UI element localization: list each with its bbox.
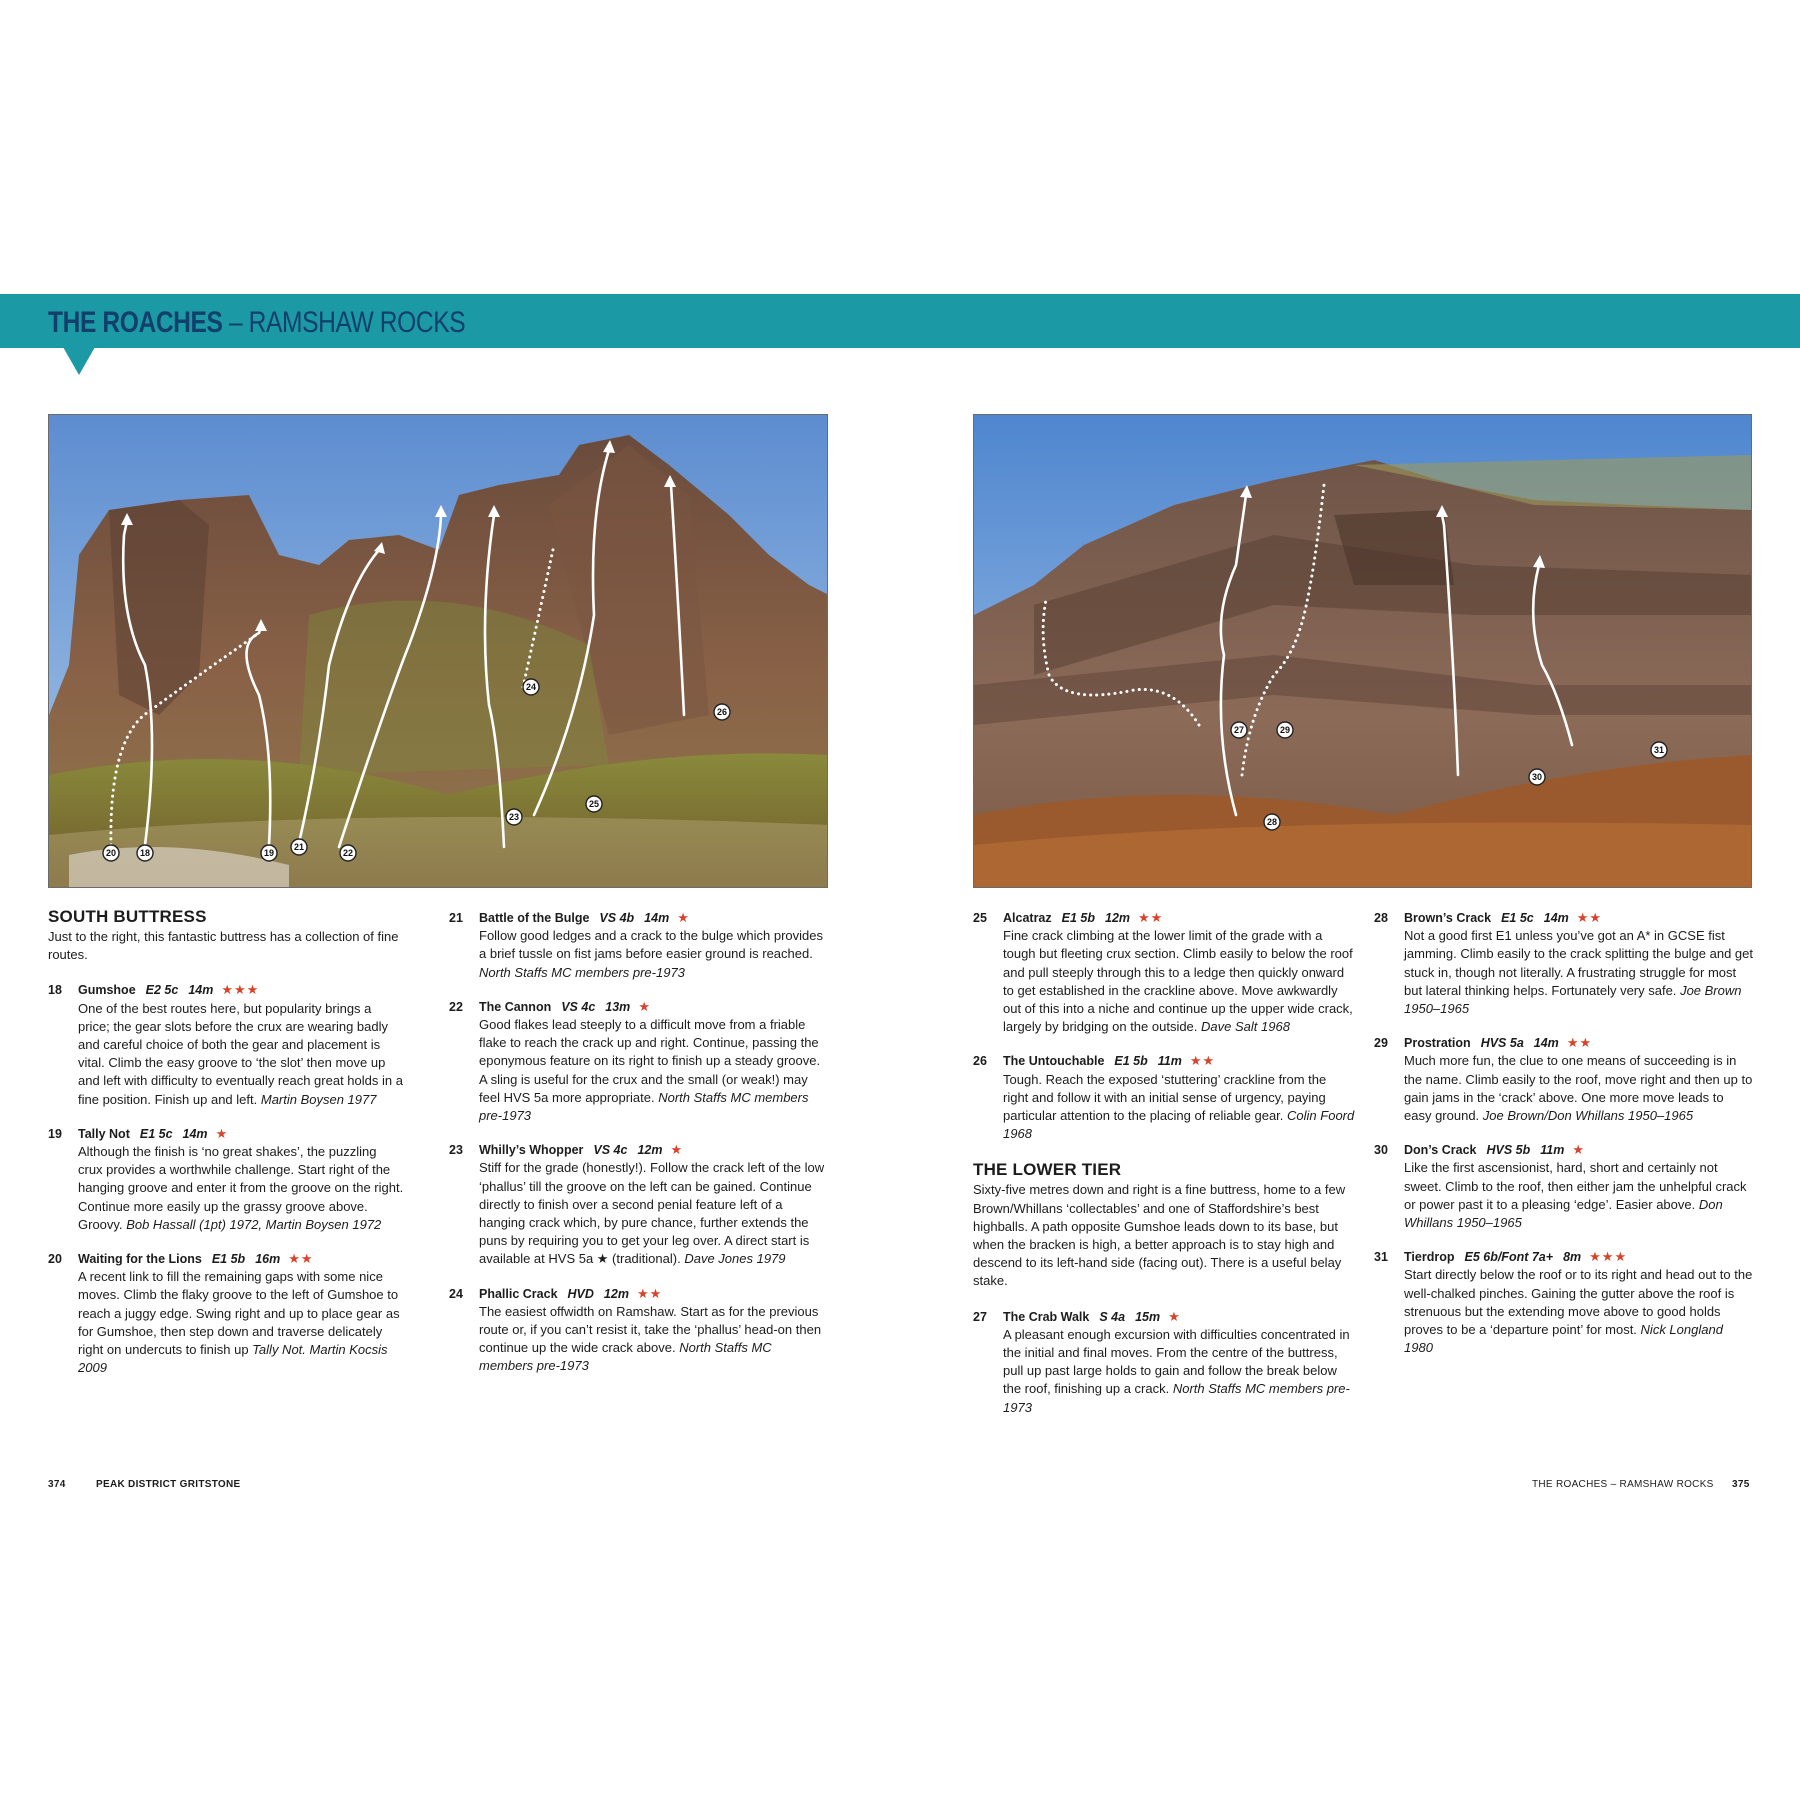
route-list: [973, 1308, 1355, 1417]
star-rating: ★★: [1189, 1053, 1216, 1069]
star-rating: ★★: [1138, 910, 1164, 925]
route-list: [449, 909, 829, 1376]
route-tag-23: [506, 809, 522, 825]
route-description-text: Follow good ledges and a crack to the bulge which provides a brief tussle on fist jams before easier ground is reached.: [479, 928, 823, 962]
star-rating: ★: [638, 998, 651, 1014]
route-tag-24: [523, 679, 539, 695]
route-length: 14m: [1543, 911, 1569, 925]
route-heading: [1404, 909, 1754, 927]
route-number: 31: [1374, 1250, 1388, 1265]
route-number: 24: [449, 1286, 463, 1301]
svg-text:19: 19: [263, 848, 275, 858]
svg-text:26: 26: [716, 707, 728, 717]
route-grade: E1 5c: [139, 1126, 173, 1141]
section-intro: Just to the right, this fantastic buttress has a collection of fine routes.: [48, 929, 399, 963]
route-list: [973, 909, 1355, 1143]
route-tag-22: [340, 845, 356, 861]
route-name: Gumshoe: [78, 983, 136, 998]
route-list: [48, 981, 404, 1377]
svg-text:23: 23: [508, 812, 520, 822]
first-ascent-credit: Nick Longland 1980: [1404, 1322, 1723, 1356]
route-heading: [1404, 1034, 1754, 1052]
route-grade: HVS 5b: [1486, 1143, 1531, 1158]
first-ascent-credit: Dave Jones 1979: [684, 1251, 786, 1267]
route-grade: E2 5c: [145, 983, 179, 998]
route-name: The Untouchable: [1003, 1054, 1105, 1069]
route-heading: [78, 1125, 404, 1143]
route-heading: [78, 1250, 404, 1268]
svg-text:28: 28: [1266, 817, 1278, 827]
route-grade: E1 5b: [1114, 1054, 1148, 1069]
route-tag-28: [1264, 814, 1280, 830]
route-entry: [973, 909, 1355, 1036]
route-length: 16m: [255, 1252, 281, 1267]
first-ascent-credit: North Staffs MC members pre-1973: [479, 1089, 809, 1124]
route-tag-21: [291, 839, 307, 855]
star-rating: ★★: [1566, 1035, 1593, 1051]
route-entry: [449, 998, 829, 1125]
route-grade: E5 6b/Font 7a+: [1464, 1250, 1554, 1265]
route-number: 28: [1374, 911, 1388, 925]
route-description: [1404, 1266, 1754, 1357]
route-description-text: A pleasant enough excursion with difficulties concentrated in the initial and final moves. From the centre of the buttress, pull up past large holds to gain and follow the break below the roof, finishing up a crack.: [1003, 1326, 1350, 1397]
route-list: [1374, 909, 1754, 1357]
route-length: 12m: [637, 1143, 663, 1158]
svg-text:25: 25: [588, 799, 600, 809]
route-entry: [973, 1052, 1355, 1143]
route-description: [78, 1268, 404, 1377]
route-name: Battle of the Bulge: [479, 911, 590, 925]
route-heading: [1003, 1308, 1355, 1326]
svg-text:22: 22: [342, 848, 354, 858]
route-number: 19: [48, 1126, 62, 1141]
route-name: Brown’s Crack: [1404, 911, 1492, 925]
first-ascent-credit: North Staffs MC members pre-1973: [479, 1340, 772, 1374]
route-description-text: Not a good first E1 unless you’ve got an A* in GCSE fist jamming. Climb easily to the crack splitting the bulge and get stuck in, though not literally. A frustrating struggle for most but lateral thinking helps. Fortunately very safe.: [1404, 928, 1754, 998]
route-description: [78, 1000, 404, 1109]
route-description-text: A recent link to fill the remaining gaps with some nice moves. Climb the flaky groove to the left of Gumshoe to reach a juggy edge. Swing right and up to place gear as for Gumshoe, then step down and traverse delicately right on undercuts to finish up: [78, 1269, 400, 1358]
route-description: [1404, 1052, 1754, 1125]
route-tag-19: [261, 845, 277, 861]
route-entry: [48, 1250, 404, 1377]
route-entry: [449, 1285, 829, 1376]
route-entry: [973, 1308, 1355, 1417]
route-description-text: Although the finish is ‘no great shakes’, the puzzling crux provides a worthwhile challenge. Start right of the hanging groove and enter it from the groove on the right. Continue more easily up the grassy groove above. Groovy.: [78, 1144, 404, 1232]
star-rating: ★: [1168, 1308, 1181, 1324]
route-grade: E1 5b: [1061, 911, 1095, 925]
route-entry: [1374, 1248, 1754, 1357]
route-description-text: Much more fun, the clue to one means of succeeding is in the name. Climb easily to the roof, move right and then up to gain jams in the ‘crack’ above. One more move leads to easy ground.: [1404, 1053, 1753, 1124]
column-2: [449, 909, 829, 1392]
svg-text:29: 29: [1279, 725, 1291, 735]
route-description-text: Like the first ascensionist, hard, short and certainly not sweet. Climb to the roof, then either jam the unhelpful crack or power past it to a pleasing ‘edge’. Easier above.: [1404, 1160, 1747, 1212]
route-number: 20: [48, 1252, 62, 1267]
first-ascent-credit: Tally Not. Martin Kocsis 2009: [78, 1342, 388, 1376]
route-entry: [449, 1141, 829, 1268]
route-number: 21: [449, 911, 463, 925]
route-heading: [1003, 1052, 1355, 1070]
section-intro: Sixty-five metres down and right is a fine buttress, home to a few Brown/Whillans ‘collectables’ and one of Staffordshire’s best highballs. A path opposite Gumshoe leads down to its base, but when the bracken is high, a better approach is to stay high and descend to its left-hand side (facing out). There is a useful belay stake.: [973, 1182, 1346, 1289]
route-number: 26: [973, 1054, 987, 1069]
route-name: The Crab Walk: [1003, 1309, 1090, 1324]
route-number: 18: [48, 983, 62, 998]
star-rating: ★: [215, 1125, 229, 1141]
route-grade: VS 4c: [593, 1143, 628, 1158]
route-description: [78, 1143, 404, 1234]
route-heading: [479, 1285, 829, 1303]
route-length: 14m: [182, 1126, 208, 1141]
south-buttress-photo: [48, 414, 828, 888]
route-grade: HVS 5a: [1480, 1036, 1524, 1051]
route-description: [1404, 927, 1754, 1018]
route-name: Tally Not: [78, 1126, 130, 1141]
route-grade: E1 5c: [1501, 911, 1534, 925]
route-tag-20: [103, 845, 119, 861]
route-description-text: One of the best routes here, but popularity brings a price; the gear slots before the crux are wearing badly and careful choice of both the gear and placement is vital. Climb the easy groove to ‘the slot’ then move up and left with difficulty to eventually reach great holds in a fine position. Finish up and left.: [78, 1000, 403, 1107]
route-name: Don’s Crack: [1404, 1143, 1477, 1158]
route-length: 14m: [188, 983, 214, 998]
svg-text:30: 30: [1531, 772, 1543, 782]
route-description: [1003, 927, 1355, 1036]
route-name: The Cannon: [479, 999, 552, 1014]
column-1: [48, 906, 404, 1393]
svg-text:20: 20: [105, 848, 117, 858]
route-description: [479, 1303, 829, 1376]
route-tag-31: [1651, 742, 1667, 758]
route-number: 25: [973, 911, 987, 925]
page-title: [48, 303, 465, 343]
route-description: [1003, 1326, 1355, 1417]
route-heading: [1404, 1248, 1754, 1266]
route-description: [1003, 1071, 1355, 1144]
star-rating: ★★: [636, 1285, 663, 1301]
route-length: 11m: [1157, 1054, 1182, 1069]
route-entry: [1374, 909, 1754, 1018]
route-description-text: Start directly below the roof or to its right and head out to the well-chalked pinches. Gaining the gutter above the roof is strenuous but the extending move above to good holds proves to be a ‘departure point’ for most.: [1404, 1267, 1753, 1338]
route-grade: E1 5b: [211, 1252, 246, 1267]
star-rating: ★★: [288, 1251, 314, 1267]
route-entry: [1374, 1034, 1754, 1125]
column-4: [1374, 909, 1754, 1373]
route-name: Whilly’s Whopper: [479, 1143, 584, 1158]
route-number: 23: [449, 1143, 463, 1158]
section-title-south-buttress: SOUTH BUTTRESS: [48, 907, 207, 926]
star-rating: ★★: [1576, 910, 1603, 925]
route-number: 22: [449, 999, 463, 1014]
first-ascent-credit: Don Whillans 1950–1965: [1404, 1196, 1723, 1231]
star-rating: ★: [1572, 1142, 1585, 1158]
title-sub: – RAMSHAW ROCKS: [222, 306, 466, 339]
first-ascent-credit: Joe Brown/Don Whillans 1950–1965: [1482, 1108, 1694, 1124]
column-3: [973, 909, 1355, 1433]
chapter-title: THE ROACHES – RAMSHAW ROCKS: [1532, 1479, 1714, 1490]
first-ascent-credit: North Staffs MC members pre-1973: [1003, 1381, 1350, 1415]
route-heading: [479, 909, 829, 927]
route-entry: [1374, 1141, 1754, 1232]
star-rating: ★: [670, 1142, 684, 1158]
route-name: Alcatraz: [1003, 911, 1052, 925]
route-description: [479, 1159, 829, 1268]
route-length: 14m: [1533, 1036, 1559, 1051]
route-heading: [1003, 909, 1355, 927]
route-description: [479, 927, 829, 982]
banner-notch: [63, 347, 95, 375]
route-length: 15m: [1135, 1309, 1161, 1324]
route-grade: HVD: [567, 1286, 594, 1301]
route-description-text: Tough. Reach the exposed ‘stuttering’ crackline from the right and follow it with an initial sense of urgency, paying particular attention to the placing of reliable gear.: [1003, 1071, 1327, 1124]
route-entry: [449, 909, 829, 982]
route-entry: [48, 1125, 404, 1234]
svg-text:21: 21: [293, 842, 305, 852]
route-description-text: Fine crack climbing at the lower limit of the grade with a tough but fleeting crux section. Climb easily to below the roof and pull steeply through this to a ledge then quickly onward to get established in the crackline above. Move awkwardly out of this into a niche and continue up the upper wide crack, largely by bridging on the outside.: [1003, 928, 1353, 1035]
route-length: 13m: [605, 999, 631, 1014]
route-grade: VS 4b: [599, 911, 635, 925]
route-heading: [1404, 1141, 1754, 1159]
route-number: 29: [1374, 1036, 1388, 1051]
route-description-text: Good flakes lead steeply to a difficult move from a friable flake to reach the crack up and right. Continue, passing the eponymous feature on its right to finish up a steady groove. A sling is useful for the crux and the small (or weak!) may feel HVS 5a more appropriate.: [479, 1017, 821, 1105]
star-rating: ★: [677, 910, 690, 925]
route-description-text: Stiff for the grade (honestly!). Follow the crack left of the low ‘phallus’ till the groove on the left can be gained. Continue directly to finish over a second penial feature left of a hanging crack which, by pure chance, further extends the puns by requiring you to get your leg over. A direct start is available at HVS 5a ★ (traditional).: [479, 1160, 825, 1267]
section-title-lower-tier: THE LOWER TIER: [973, 1160, 1122, 1180]
route-length: 8m: [1563, 1250, 1582, 1265]
route-name: Prostration: [1404, 1036, 1471, 1051]
page-number-right: 375: [1732, 1479, 1750, 1490]
route-grade: S 4a: [1099, 1309, 1126, 1324]
first-ascent-credit: North Staffs MC members pre-1973: [479, 964, 685, 980]
svg-text:27: 27: [1233, 725, 1245, 735]
first-ascent-credit: Dave Salt 1968: [1201, 1019, 1290, 1035]
route-entry: [48, 981, 404, 1108]
svg-text:24: 24: [525, 682, 537, 692]
route-number: 27: [973, 1309, 987, 1324]
svg-text:31: 31: [1653, 745, 1665, 755]
route-length: 11m: [1540, 1143, 1565, 1158]
first-ascent-credit: Bob Hassall (1pt) 1972, Martin Boysen 1972: [126, 1216, 382, 1232]
route-tag-26: [714, 704, 730, 720]
route-tag-30: [1529, 769, 1545, 785]
route-tag-25: [586, 796, 602, 812]
route-tag-18: [137, 845, 153, 861]
route-tag-27: [1231, 722, 1247, 738]
route-name: Phallic Crack: [479, 1286, 558, 1301]
first-ascent-credit: Colin Foord 1968: [1003, 1108, 1355, 1142]
star-rating: ★★★: [1589, 1249, 1628, 1265]
lower-tier-photo: [973, 414, 1752, 888]
route-heading: [479, 1141, 829, 1159]
book-title: PEAK DISTRICT GRITSTONE: [96, 1479, 241, 1490]
route-heading: [78, 981, 404, 999]
route-length: 12m: [603, 1286, 629, 1301]
route-name: Tierdrop: [1404, 1250, 1455, 1265]
route-description: [479, 1016, 829, 1125]
first-ascent-credit: Joe Brown 1950–1965: [1404, 982, 1742, 1017]
page-number-left: 374: [48, 1479, 66, 1490]
route-length: 12m: [1105, 911, 1131, 925]
route-length: 14m: [644, 911, 670, 925]
title-main: THE ROACHES: [48, 306, 223, 339]
route-description: [1404, 1159, 1754, 1232]
route-tag-29: [1277, 722, 1293, 738]
svg-text:18: 18: [139, 848, 151, 858]
route-number: 30: [1374, 1143, 1388, 1158]
route-description-text: The easiest offwidth on Ramshaw. Start as for the previous route or, if you can’t resist it, take the ‘phallus’ head-on then continue up the wide crack above.: [479, 1303, 822, 1356]
route-grade: VS 4c: [561, 999, 596, 1014]
first-ascent-credit: Martin Boysen 1977: [260, 1091, 377, 1107]
route-heading: [479, 998, 829, 1016]
star-rating: ★★★: [221, 982, 260, 998]
route-name: Waiting for the Lions: [78, 1252, 202, 1267]
